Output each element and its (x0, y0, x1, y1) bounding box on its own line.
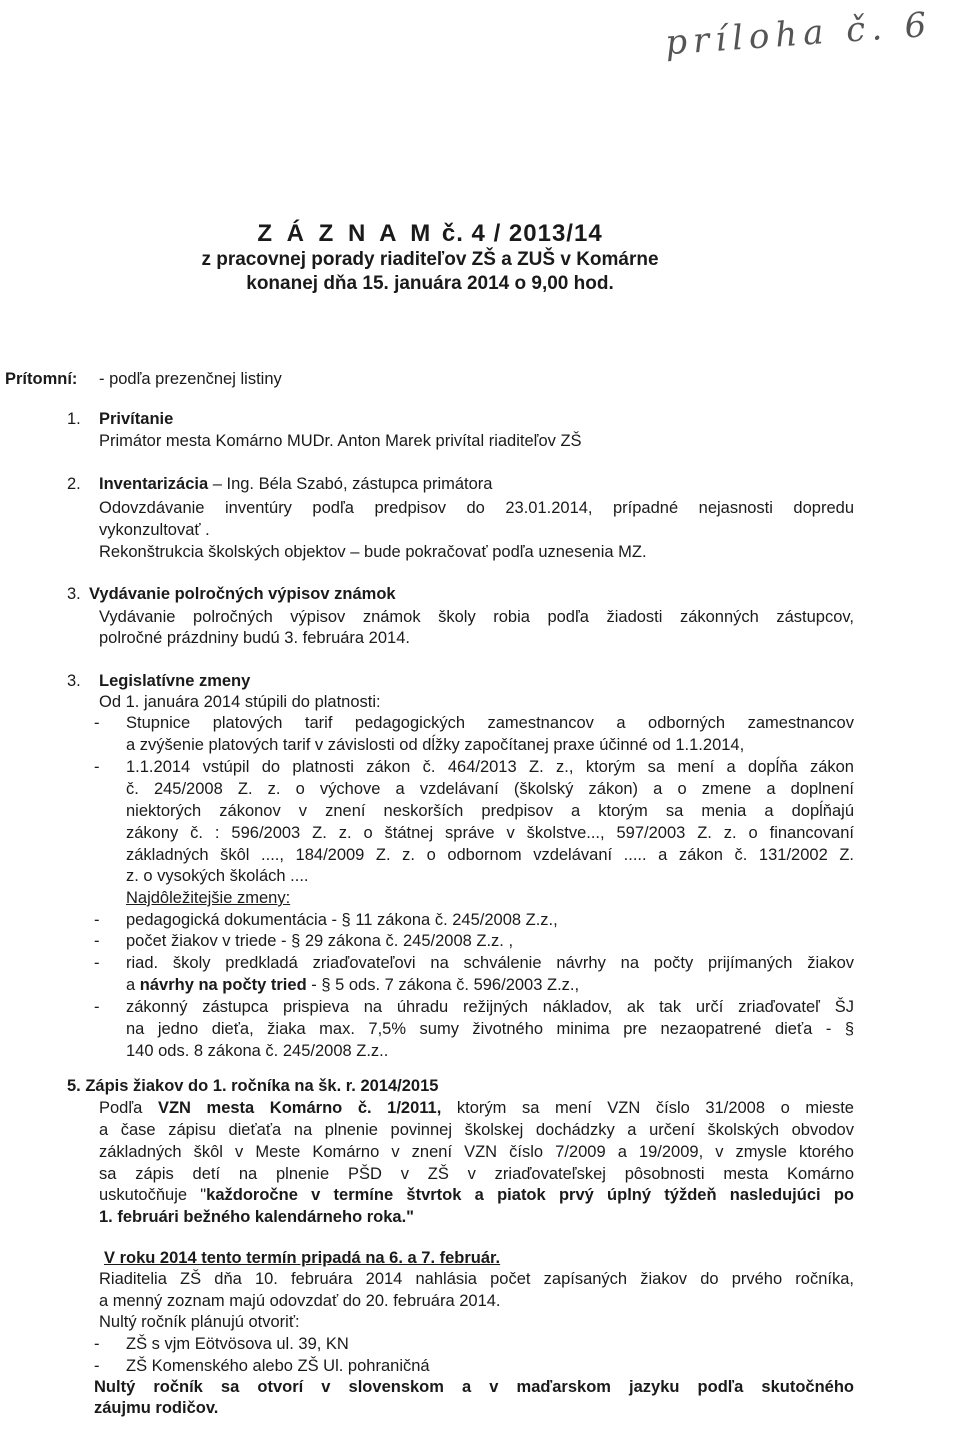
section-5-line-1-post: ktorým sa mení VZN číslo 31/2008 o mieste (441, 1099, 854, 1117)
section-2-title-rest: – Ing. Béla Szabó, zástupca primátora (208, 475, 493, 493)
zero-year-intro: Nultý ročník plánujú otvoriť: (99, 1313, 300, 1331)
bullet-dash: - (94, 911, 100, 929)
change-3-line-1: riad. školy predkladá zriaďovateľovi na schválenie návrhy na počty prijímaných žiakov (126, 954, 854, 972)
section-5-title: 5. Zápis žiakov do 1. ročníka na šk. r. 2014/2015 (67, 1077, 439, 1095)
section-2-title: Inventarizácia (99, 475, 209, 493)
bullet-dash: - (94, 1335, 100, 1353)
section-2-heading (99, 474, 492, 494)
section-4-line-2: a zvýšenie platových tarif v závislosti od dĺžky započítanej praxe účinné od 1.1.2014, (126, 736, 745, 754)
section-4-line-1: Stupnice platových tarif pedagogických zamestnancov a odborných zamestnancov (126, 714, 854, 732)
section-2-line-1: Odovzdávanie inventúry podľa predpisov do 23.01.2014, prípadné nejasnosti dopredu (99, 499, 854, 517)
document-title (0, 220, 860, 248)
title-number: č. 4 / 2013/14 (441, 220, 603, 247)
change-3-post: - § 5 ods. 7 zákona č. 596/2003 Z.z., (306, 976, 580, 994)
section-2-number: 2. (67, 475, 81, 493)
section-5-line-6: 1. februári bežného kalendárneho roka." (99, 1208, 414, 1226)
term-statement: V roku 2014 tento termín pripadá na 6. a 7. február. (104, 1249, 501, 1267)
section-4-line-4: č. 245/2008 Z. z. o výchove a vzdelávaní (školský zákon) a o zmene a doplnení (126, 780, 854, 798)
section-5-line-1 (99, 1098, 854, 1118)
bullet-dash: - (94, 932, 100, 950)
closing-line-2: záujmu rodičov. (94, 1399, 219, 1417)
section-4-line-3: 1.1.2014 vstúpil do platnosti zákon č. 464/2013 Z. z., ktorým sa mení a dopĺňa zákon (126, 758, 854, 776)
bullet-dash: - (94, 954, 100, 972)
section-1-title: Privítanie (99, 410, 174, 428)
bullet-dash: - (94, 998, 100, 1016)
closing-line-1: Nultý ročník sa otvorí v slovenskom a v maďarskom jazyku podľa skutočného (94, 1378, 854, 1396)
section-5-line-4: sa zápis detí na plnenie PŠD v ZŠ v zriaďovateľskej pôsobnosti mesta Komárno (99, 1165, 854, 1183)
title-prefix: Z Á Z N A M (257, 220, 435, 247)
section-3-title: Vydávanie polročných výpisov známok (89, 585, 396, 603)
section-5-line-5 (99, 1185, 854, 1205)
section-4-intro: Od 1. januára 2014 stúpili do platnosti: (99, 693, 381, 711)
directors-line-1: Riaditelia ZŠ dňa 10. februára 2014 nahlásia počet zapísaných žiakov do prvého ročníka, (99, 1270, 854, 1288)
school-option-2: ZŠ Komenského alebo ZŠ Ul. pohraničná (126, 1357, 430, 1375)
section-4-line-8: z. o vysokých školách .... (126, 867, 309, 885)
section-5-line-2: a čase zápisu dieťaťa na plnenie povinnej školskej dochádzky a určení školských obvodov (99, 1121, 854, 1139)
attendance-label: Prítomní: (5, 370, 78, 388)
change-1: pedagogická dokumentácia - § 11 zákona č. 245/2008 Z.z., (126, 911, 558, 929)
title-line-2: z pracovnej porady riaditeľov ZŠ a ZUŠ v Komárne (201, 249, 659, 270)
change-2: počet žiakov v triede - § 29 zákona č. 245/2008 Z.z. , (126, 932, 514, 950)
section-3-number: 3. (67, 585, 81, 603)
handwritten-annotation: príloha č. 6 (663, 4, 934, 64)
section-1-number: 1. (67, 410, 81, 428)
section-2-line-2: vykonzultovať . (99, 521, 210, 539)
attendance-value: - podľa prezenčnej listiny (99, 370, 282, 388)
section-3-line-2: polročné prázdniny budú 3. februára 2014. (99, 629, 410, 647)
directors-line-2: a menný zoznam majú odovzdať do 20. februára 2014. (99, 1292, 501, 1310)
section-3-line-1: Vydávanie polročných výpisov známok školy robia podľa žiadosti zákonných zástupcov, (99, 608, 854, 626)
bullet-dash: - (94, 758, 100, 776)
section-5-vzn: VZN mesta Komárno č. 1/2011, (157, 1099, 442, 1117)
school-option-1: ZŠ s vjm Eötvösova ul. 39, KN (126, 1335, 349, 1353)
title-line-3: konanej dňa 15. januára 2014 o 9,00 hod. (246, 273, 614, 294)
change-4-line-1: zákonný zástupca prispieva na úhradu režijných nákladov, ak tak určí zriaďovateľ ŠJ (126, 998, 854, 1016)
section-5-line-3: základných škôl v Meste Komárno v znení VZN číslo 7/2009 a 19/2009, v zmysle ktorého (99, 1143, 854, 1161)
section-4-title: Legislatívne zmeny (99, 672, 251, 690)
section-1-line: Primátor mesta Komárno MUDr. Anton Marek privítal riaditeľov ZŠ (99, 432, 582, 450)
section-5-line-5-bold: každoročne v termíne štvrtok a piatok prvý úplný týždeň nasledujúci po (206, 1186, 854, 1204)
important-changes-heading: Najdôležitejšie zmeny: (126, 889, 291, 907)
change-3-line-2 (126, 975, 579, 995)
section-4-line-6: zákony č. : 596/2003 Z. z. o štátnej správe v školstve..., 597/2003 Z. z. o financovaní (126, 824, 854, 842)
section-5-line-5-pre: uskutočňuje " (99, 1186, 207, 1204)
change-4-line-2: na jedno dieťa, žiaka max. 7,5% sumy životného minima pre nezaopatrené dieťa - § (126, 1020, 854, 1038)
section-2-line-3: Rekonštrukcia školských objektov – bude pokračovať podľa uznesenia MZ. (99, 543, 647, 561)
section-4-line-5: niektorých zákonov v znení neskorších predpisov a ktorým sa menia a dopĺňajú (126, 802, 854, 820)
bullet-dash: - (94, 714, 100, 732)
change-3-bold: návrhy na počty tried (139, 976, 307, 994)
section-5-line-1-pre: Podľa (99, 1099, 158, 1117)
change-4-line-3: 140 ods. 8 zákona č. 245/2008 Z.z.. (126, 1042, 389, 1060)
change-3-pre: a (126, 976, 140, 994)
bullet-dash: - (94, 1357, 100, 1375)
section-4-number: 3. (67, 672, 81, 690)
section-4-line-7: základných škôl ...., 184/2009 Z. z. o odbornom vzdelávaní ..... a zákon č. 131/2002 Z. (126, 846, 854, 864)
